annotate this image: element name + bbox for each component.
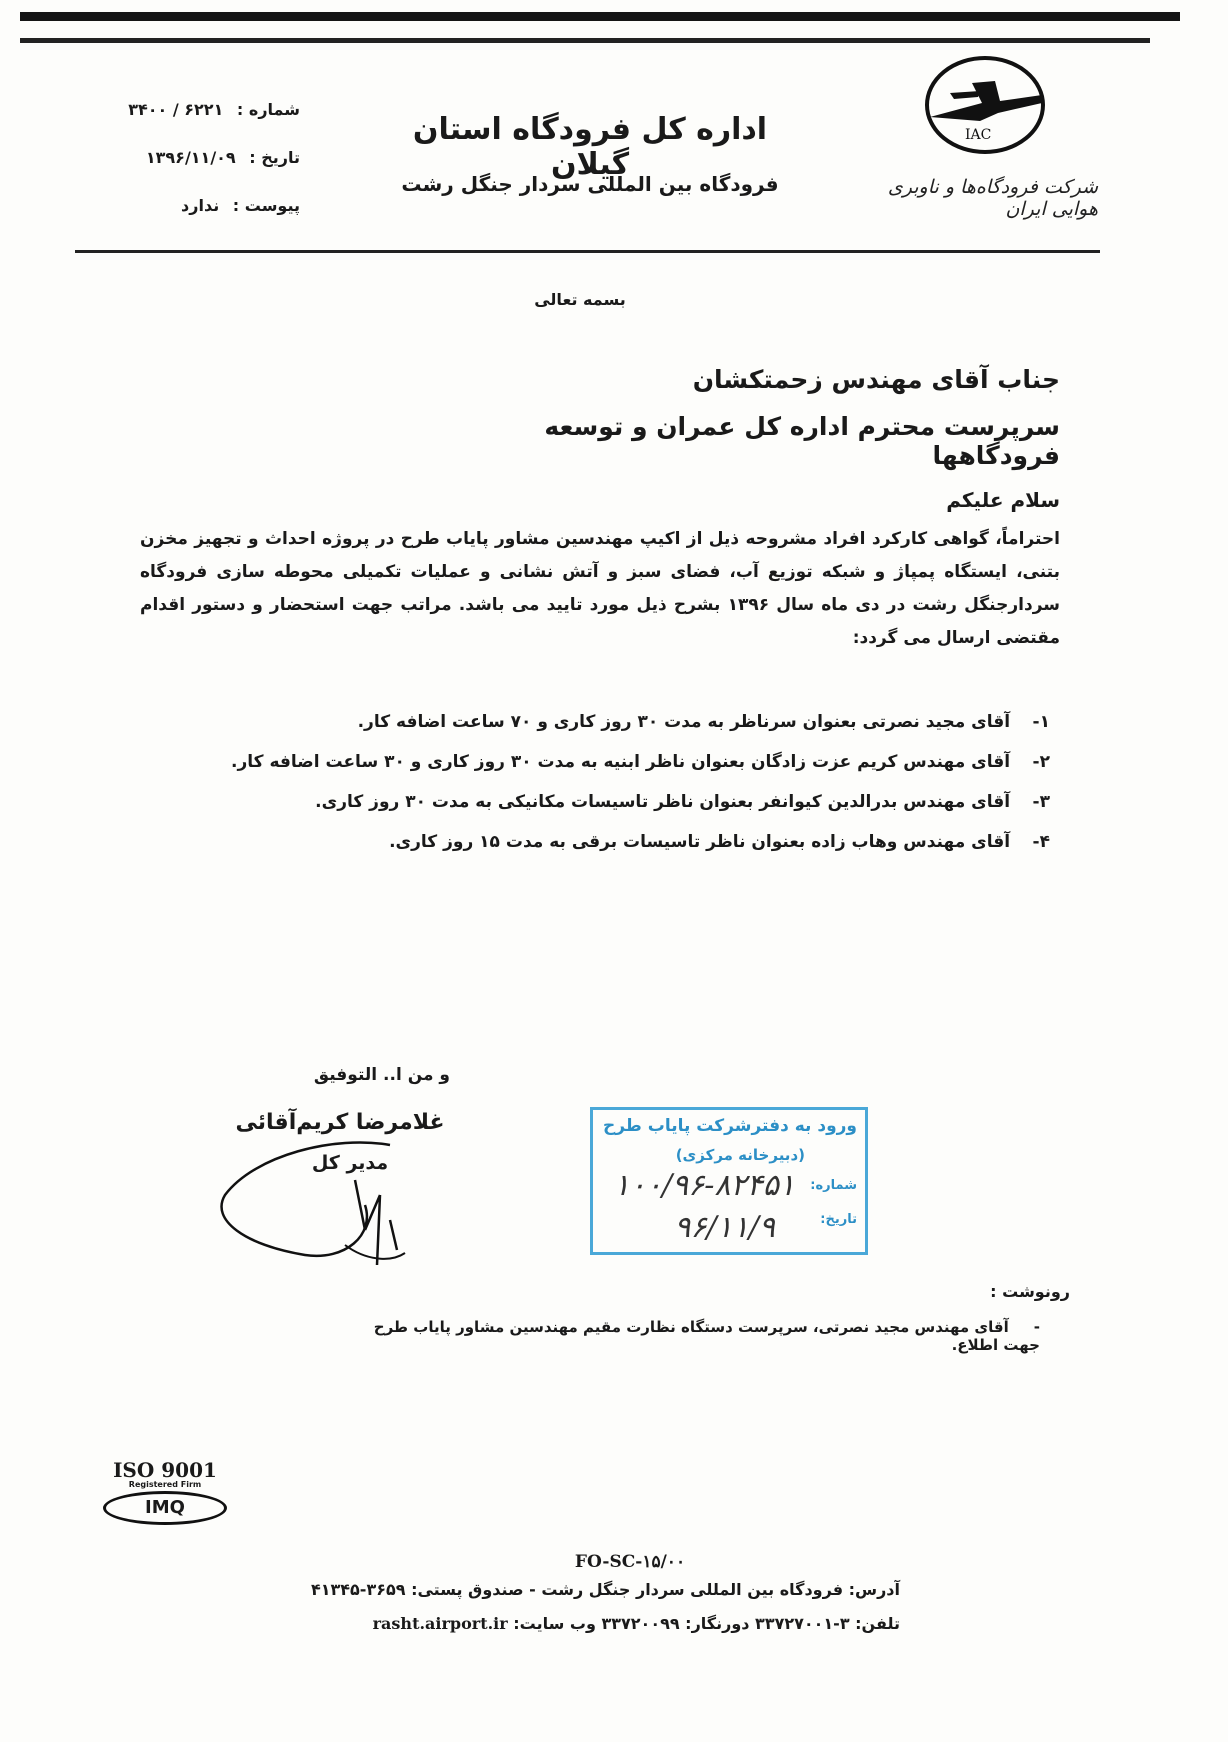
- top-border: [20, 12, 1180, 21]
- date-label: تاریخ :: [249, 148, 300, 167]
- item-text: آقای مهندس کریم عزت زادگان بعنوان ناظر ابنیه به مدت ۳۰ روز کاری و ۳۰ ساعت اضافه کار.: [231, 752, 1011, 772]
- item-text: آقای مجید نصرتی بعنوان سرناظر به مدت ۳۰ روز کاری و ۷۰ ساعت اضافه کار.: [357, 712, 1011, 732]
- airport-logo-icon: [920, 55, 1050, 165]
- website-link: rasht.airport.ir: [372, 1614, 508, 1633]
- stamp-subtitle: (دبیرخانه مرکزی): [675, 1146, 805, 1164]
- receipt-stamp: [590, 1107, 868, 1255]
- iso-title: ISO 9001: [113, 1458, 217, 1482]
- meta-date: [90, 148, 300, 167]
- invocation: بسمه تعالی: [534, 290, 626, 309]
- company-name: شرکت فرودگاه‌ها و ناوبری هوایی ایران: [887, 176, 1098, 220]
- greeting: سلام علیکم: [946, 488, 1060, 512]
- meta-attachment: [90, 196, 300, 215]
- list-item: [231, 745, 1050, 785]
- letterhead-subtitle: فرودگاه بین المللی سردار جنگل رشت: [401, 172, 779, 196]
- list-item: [240, 785, 1050, 825]
- signature-icon: [215, 1135, 445, 1275]
- recipient-title: سرپرست محترم اداره کل عمران و توسعه فرودگاهها: [544, 412, 1060, 470]
- top-border-secondary: [20, 38, 1150, 43]
- recipient-name: جناب آقای مهندس زحمتکشان: [692, 365, 1060, 394]
- meta-number: [90, 100, 300, 119]
- attachment-label: پیوست :: [232, 196, 300, 215]
- phone-text: تلفن: ۳-۳۳۷۲۷۰۰۱ دورنگار: ۳۳۷۲۰۰۹۹ وب سایت:: [513, 1614, 900, 1633]
- date-value: ۱۳۹۶/۱۱/۰۹: [145, 148, 236, 167]
- logo-text: IAC: [965, 127, 992, 143]
- stamp-date-value: ۹۶/۱۱/۹: [674, 1210, 775, 1245]
- number-value: ۶۲۲۱ / ۳۴۰۰: [128, 100, 224, 119]
- header-divider: [75, 250, 1100, 253]
- list-item: [240, 705, 1050, 745]
- stamp-number-value: ۱۰۰/۹۶-۸۲۴۵۱: [613, 1168, 795, 1203]
- cc-mark: -: [1033, 1318, 1040, 1336]
- attachment-value: ندارد: [181, 196, 220, 215]
- item-text: آقای مهندس وهاب زاده بعنوان ناظر تاسیسات برقی به مدت ۱۵ روز کاری.: [389, 832, 1011, 852]
- footer-phone: [300, 1614, 900, 1633]
- footer-address: آدرس: فرودگاه بین المللی سردار جنگل رشت - صندوق پستی: ۳۶۵۹-۴۱۳۴۵: [310, 1580, 900, 1599]
- item-text: آقای مهندس بدرالدین کیوانفر بعنوان ناظر تاسیسات مکانیکی به مدت ۳۰ روز کاری.: [315, 792, 1011, 812]
- imq-logo-icon: IMQ: [103, 1491, 227, 1525]
- iso-subtitle: Registered Firm: [128, 1480, 202, 1489]
- iso-badge: [100, 1458, 230, 1525]
- signer-role: مدیر کل: [311, 1152, 389, 1174]
- item-list: [231, 705, 1050, 865]
- form-code: FO-SC-۱۵/۰۰: [574, 1552, 686, 1572]
- number-label: شماره :: [236, 100, 300, 119]
- stamp-title: ورود به دفترشرکت پایاب طرح: [602, 1116, 857, 1136]
- stamp-date-label: تاریخ:: [820, 1212, 857, 1227]
- letterhead-title: اداره کل فرودگاه استان گیلان: [412, 112, 768, 182]
- stamp-number-label: شماره:: [810, 1178, 857, 1193]
- closing: و من ا.. التوفیق: [313, 1065, 450, 1085]
- item-number: ۲-: [1032, 752, 1050, 772]
- list-item: [240, 825, 1050, 865]
- cc-text: آقای مهندس مجید نصرتی، سرپرست دستگاه نظارت مقیم مهندسین مشاور پایاب طرح جهت اطلاع.: [373, 1318, 1040, 1354]
- cc-item: [340, 1318, 1040, 1354]
- cc-label: رونوشت :: [990, 1282, 1070, 1301]
- item-number: ۳-: [1032, 792, 1050, 812]
- letter-body: احتراماً، گواهی کارکرد افراد مشروحه ذیل از اکیپ مهندسین مشاور پایاب طرح در پروژه احداث و تجهیز مخزن بتنی، ایستگاه پمپاژ و شبکه توزیع آب، فضای سبز و آتش نشانی و عملیات تکمیلی محوطه سازی فرودگاه سردارجنگل رشت در دی ماه سال ۱۳۹۶ بشرح ذیل مورد تایید می باشد. مراتب جهت استحضار و دستور اقدام مقتضی ارسال می گردد:: [140, 529, 1060, 648]
- signer-name: غلامرضا کریم‌آقائی: [235, 1110, 445, 1135]
- item-number: ۴-: [1032, 832, 1050, 852]
- item-number: ۱-: [1032, 712, 1050, 732]
